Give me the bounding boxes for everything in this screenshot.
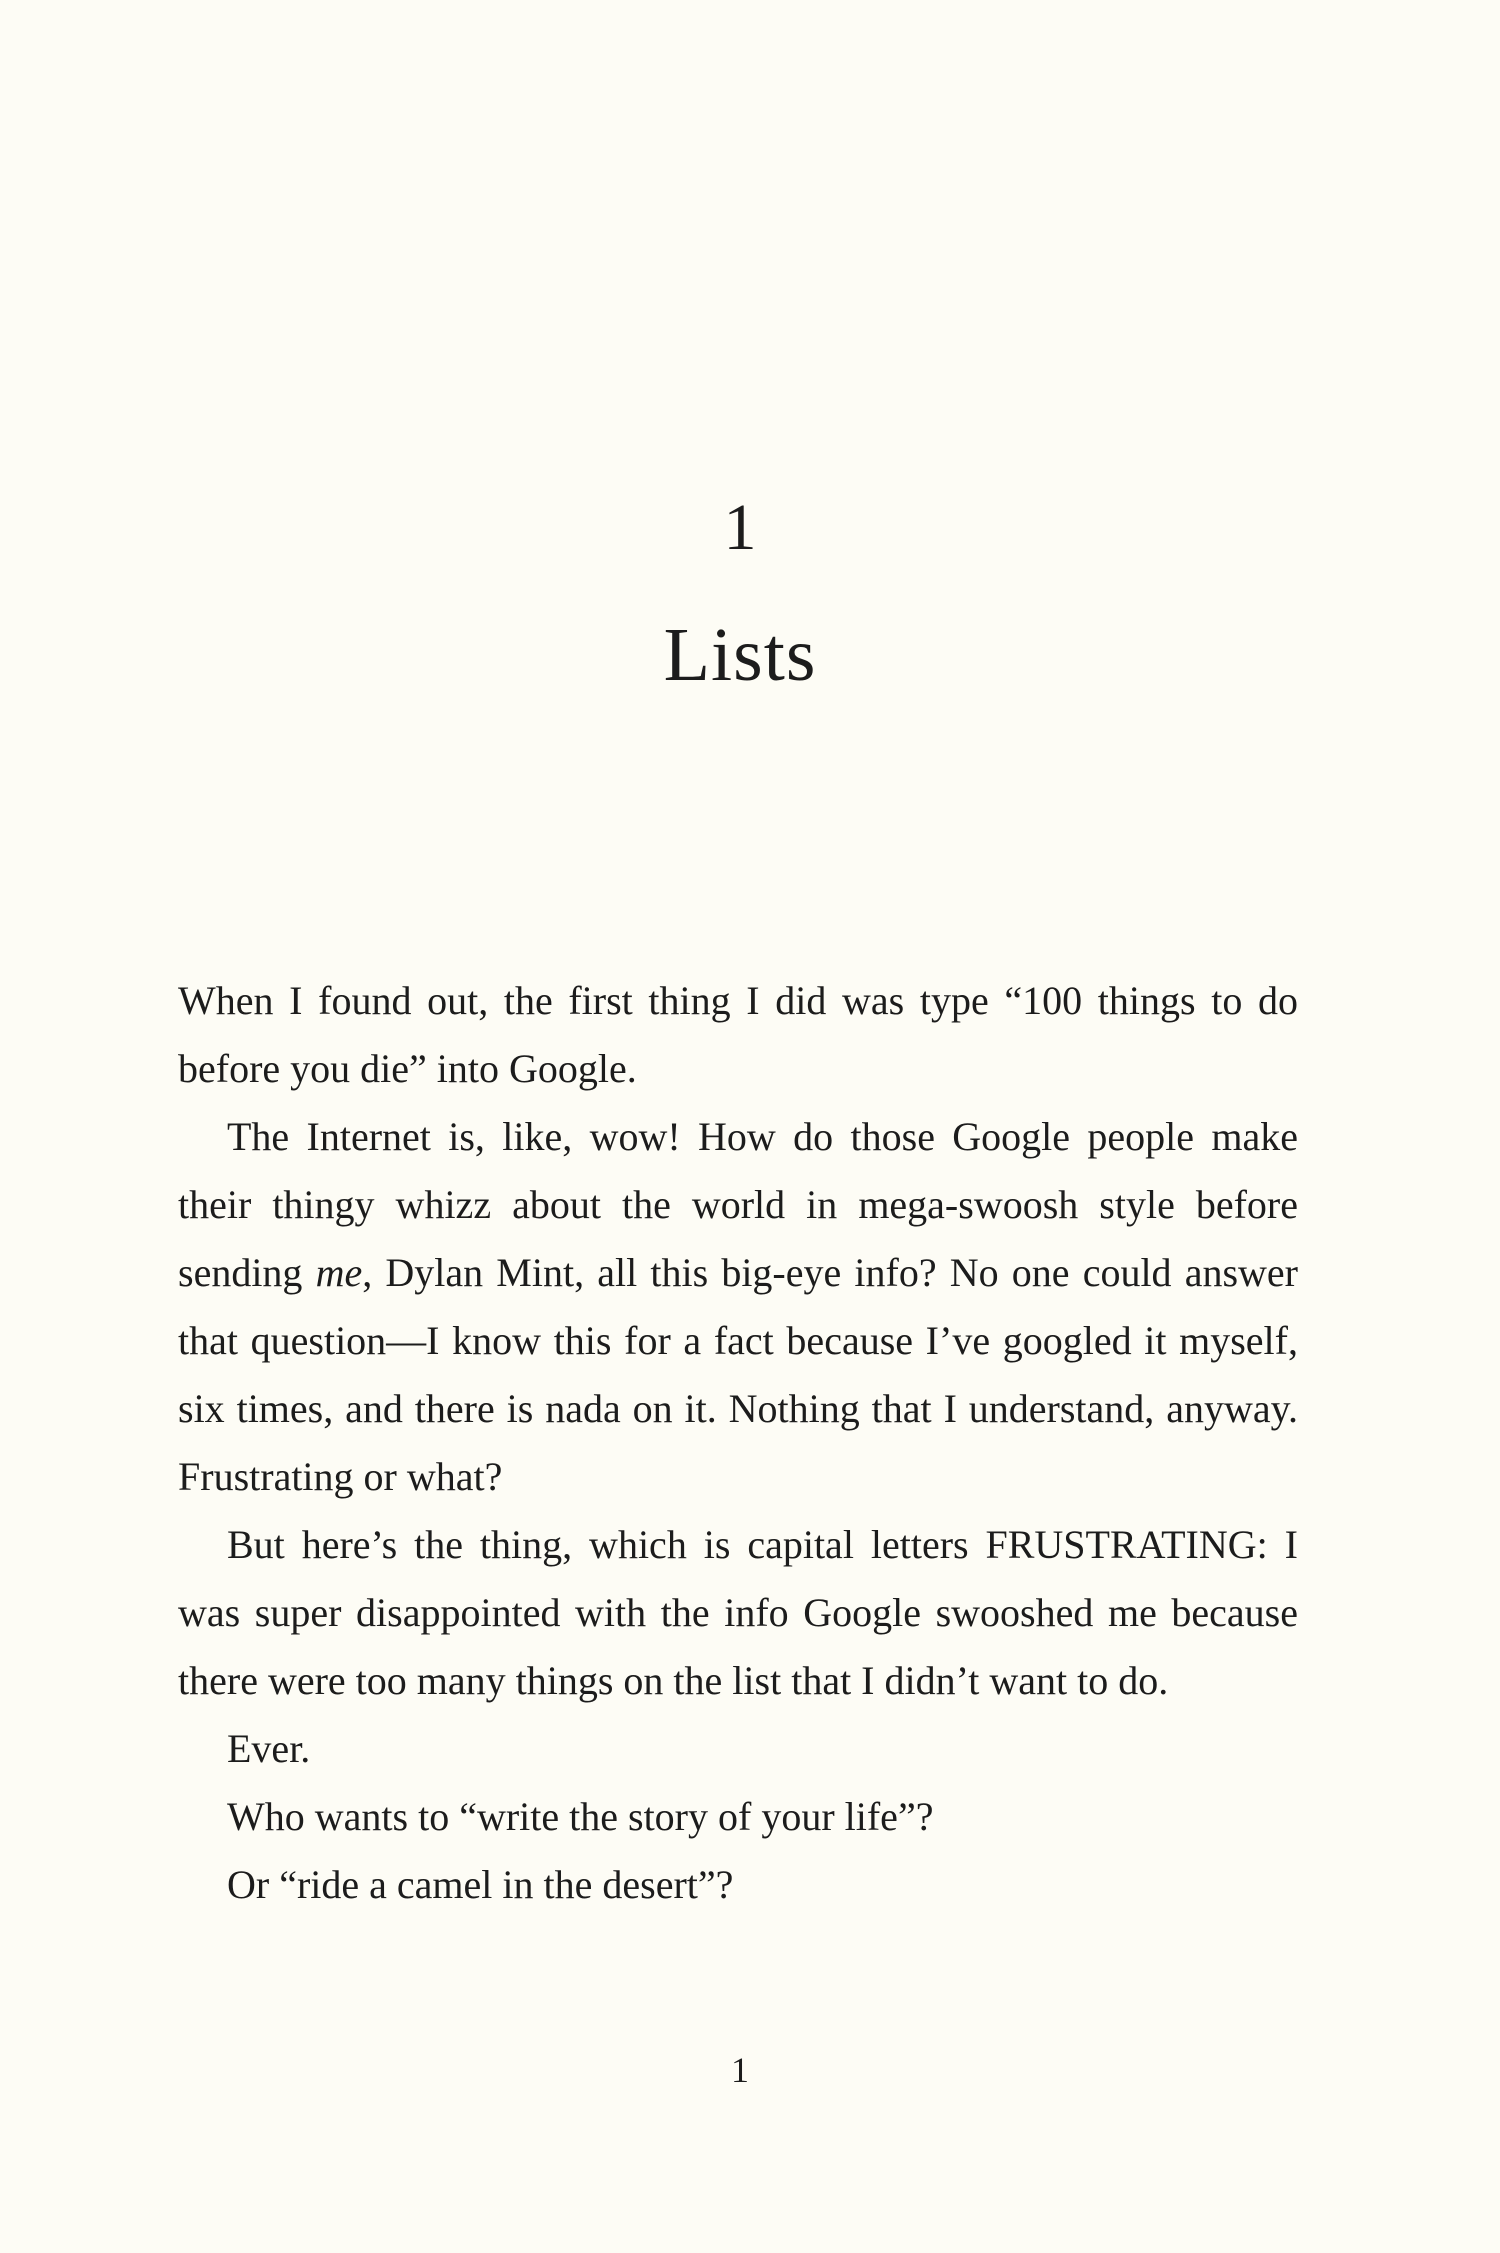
paragraph-text: Who wants to “write the story of your life”?	[227, 1794, 934, 1839]
paragraph-text: Ever.	[227, 1726, 311, 1771]
paragraph-text: The Internet is, like, wow! How do those Google people make their thingy whizz about the world in mega-swoosh style before sending	[178, 1114, 1298, 1295]
paragraph-text: Or “ride a camel in the desert”?	[227, 1862, 734, 1907]
chapter-number: 1	[723, 491, 757, 564]
paragraph	[178, 1851, 1298, 1919]
chapter-title: Lists	[663, 613, 817, 697]
paragraph	[178, 1103, 1298, 1511]
paragraph	[178, 1783, 1298, 1851]
paragraph	[178, 1511, 1298, 1715]
paragraph	[178, 967, 1298, 1103]
page-number: 1	[731, 2050, 749, 2090]
body-text	[178, 967, 1298, 1919]
paragraph-text: When I found out, the first thing I did was type “100 things to do before you die” into Google.	[178, 978, 1298, 1091]
emphasis-text: me	[315, 1250, 363, 1295]
paragraph-text: But here’s the thing, which is capital letters FRUSTRATING: I was super disappointed with the info Google swooshed me because there were too many things on the list that I didn’t want to do.	[178, 1522, 1298, 1703]
paragraph	[178, 1715, 1298, 1783]
paragraph-text: , Dylan Mint, all this big-eye info? No one could answer that question—I know this for a fact because I’ve googled it myself, six times, and there is nada on it. Nothing that I understand, anyway. Frustrating or what?	[178, 1250, 1298, 1499]
